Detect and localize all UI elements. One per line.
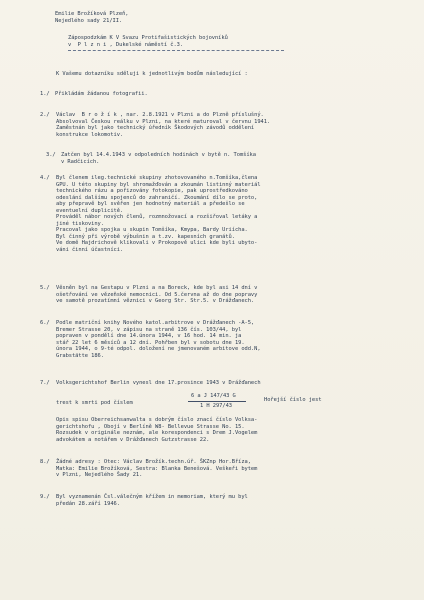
item-line: Byl činný při výrobě výbušnin a t.zv. kapesních granátů. <box>56 233 235 240</box>
item-number: 9./ <box>40 494 50 500</box>
item-line: advokátem a notářem v Drážďanech Gutzstrasse 22. <box>56 436 210 443</box>
item-line: Absolvoval Českou reálku v Plzni, na které maturoval v červnu 1941. <box>56 118 271 125</box>
item-line: Ve domě Hajdrichově klikovali v Prokopově ulici kde byli ubyto- <box>56 240 258 246</box>
item-line: gerichtshofu , Obojí v Berlíně W8- Bellevue Strasse No. 15. <box>56 423 245 430</box>
item-line: předán 28.září 1946. <box>56 500 120 507</box>
item-line: Zatčen byl 14.4.1943 v odpoledních hodinách v bytě n. Tomšíka <box>61 152 256 158</box>
item-line: února 1944, o 9-té odpol. doložení ne jmenovaném arbitove odd.N, <box>56 346 261 352</box>
item-line: jiné tiskoviny. <box>56 220 104 227</box>
item-line: Byl členem ileg.technické skupiny zhotovovaného n.Tomšíka,člena <box>56 175 258 181</box>
item-line: Opis spisu Oberreichsanwalta s dobrým číslo znací číslo Volksa- <box>56 417 258 423</box>
item-line: Byl vyznamenán Čsl.válečným křížem in memoriam, který mu byl <box>56 494 248 500</box>
item-line: ošetřování ve vězeňské nemocnici. Od 5.června až do dne popravy <box>56 291 258 298</box>
item-number: 3./ <box>46 152 56 158</box>
item-number: 6./ <box>40 320 50 326</box>
item-line: Věsněn byl na Gestapu v Plzni a na Boreck, kde byl asi 14 dní v <box>56 285 258 291</box>
item-line: aby přepravě byl svěřen jen hodnotný materiál a předešlo se <box>56 201 245 207</box>
item-line: Rozsudek v originále neznám, ale korespondenci s Drem J.Vogelem <box>56 430 258 436</box>
recipient-address: v P l z n i , Dukelské náměstí č.3. <box>68 42 184 48</box>
item-line: v Radčicích. <box>61 158 100 165</box>
item-line: ve samotě prozatímní věznici v Georg Str. Str.5. v Drážďanech. <box>56 298 255 304</box>
item-number: 2./ <box>40 112 50 118</box>
item-number: 1./ <box>40 91 50 97</box>
item-line: Bremer Strasse 20, v zápisu na straně 136 čís. 103/44, byl <box>56 326 242 333</box>
item-number: 4./ <box>40 175 50 181</box>
case-number-note: Hořejší číslo jest <box>264 397 322 403</box>
item-number: 8./ <box>40 459 50 465</box>
intro-line: K Vašemu dotazníku sděluji k jednotlivým bodům následující : <box>56 71 248 77</box>
item-line: Zaměstnán byl jako technický úředník Škodových závodů oddělení <box>56 125 255 131</box>
item-line: trest k smrti pod číslem <box>56 400 133 406</box>
item-line: Václav B r o ž í k , nar. 2.8.1921 v Plzni a do Plzně příslušný. <box>56 112 264 118</box>
case-number-bottom: 1 H 297/43 <box>200 403 232 409</box>
item-line: Pracoval jako spojka u skupin Tomšíka, Kmypa, Bardy Uriícha. <box>56 227 248 233</box>
item-number: 5./ <box>40 285 50 291</box>
item-line: Prováděl nábor nových členů, rozmnožovací a rozšiřoval letáky a <box>56 214 258 220</box>
case-number-divider <box>188 401 246 402</box>
item-line: stář 22 let 6 měsíců a 12 dní. Pohřben byl v sobotu dne 19. <box>56 339 245 346</box>
item-line: váni činní účastníci. <box>56 246 124 253</box>
item-line: konstrukce lokomotiv. <box>56 131 124 138</box>
item-line: eventuelní duplicitě. <box>56 207 124 214</box>
item-line: technického rázu a pořizovány fotokopie, pak uprostředkováno <box>56 188 248 194</box>
item-line: Přikládám žádanou fotografii. <box>55 91 148 97</box>
case-number-top: 6 a J 147/43 G <box>191 393 236 399</box>
recipient-divider <box>68 50 284 51</box>
item-line: odeslání dalšímu spojenců do zahraničí. Zkoumání dílo se proto, <box>56 194 258 201</box>
item-line: Matka: Emilie Brožíková, Sestra: Blanka Benešová. Veškeři bytem <box>56 465 258 472</box>
item-line: Žádné adresy : Otec: Václav Brožík.techn.úř. ŠKZnp Hor.Bříza, <box>56 459 251 465</box>
item-number: 7./ <box>40 380 50 386</box>
item-line: v Plzni, Nejedlého Šady 21. <box>56 472 143 478</box>
item-line: popraven v pondělí dne 14.února 1944, v 16 hod. 14 min. ja <box>56 333 242 339</box>
item-line: Volksgerichtshof Berlin vynesl dne 17.prosince 1943 v Drážďanech <box>56 380 261 386</box>
item-line: Podle matriční knihy Nového katol.arbitrove v Drážďanech -A-5, <box>56 320 255 326</box>
recipient-org: Zápospodzkám K V Svazu Protifašistických bojovníků <box>68 35 228 41</box>
item-line: GPU. U této skupiny byl shromažďován a zkoumán listinný materiál <box>56 181 261 188</box>
item-line: Grabstätte 186. <box>56 352 104 359</box>
sender-address: Nejedlého sady 21/II. <box>55 18 123 24</box>
sender-name: Emilie Brožíková Plzeň, <box>55 11 129 17</box>
